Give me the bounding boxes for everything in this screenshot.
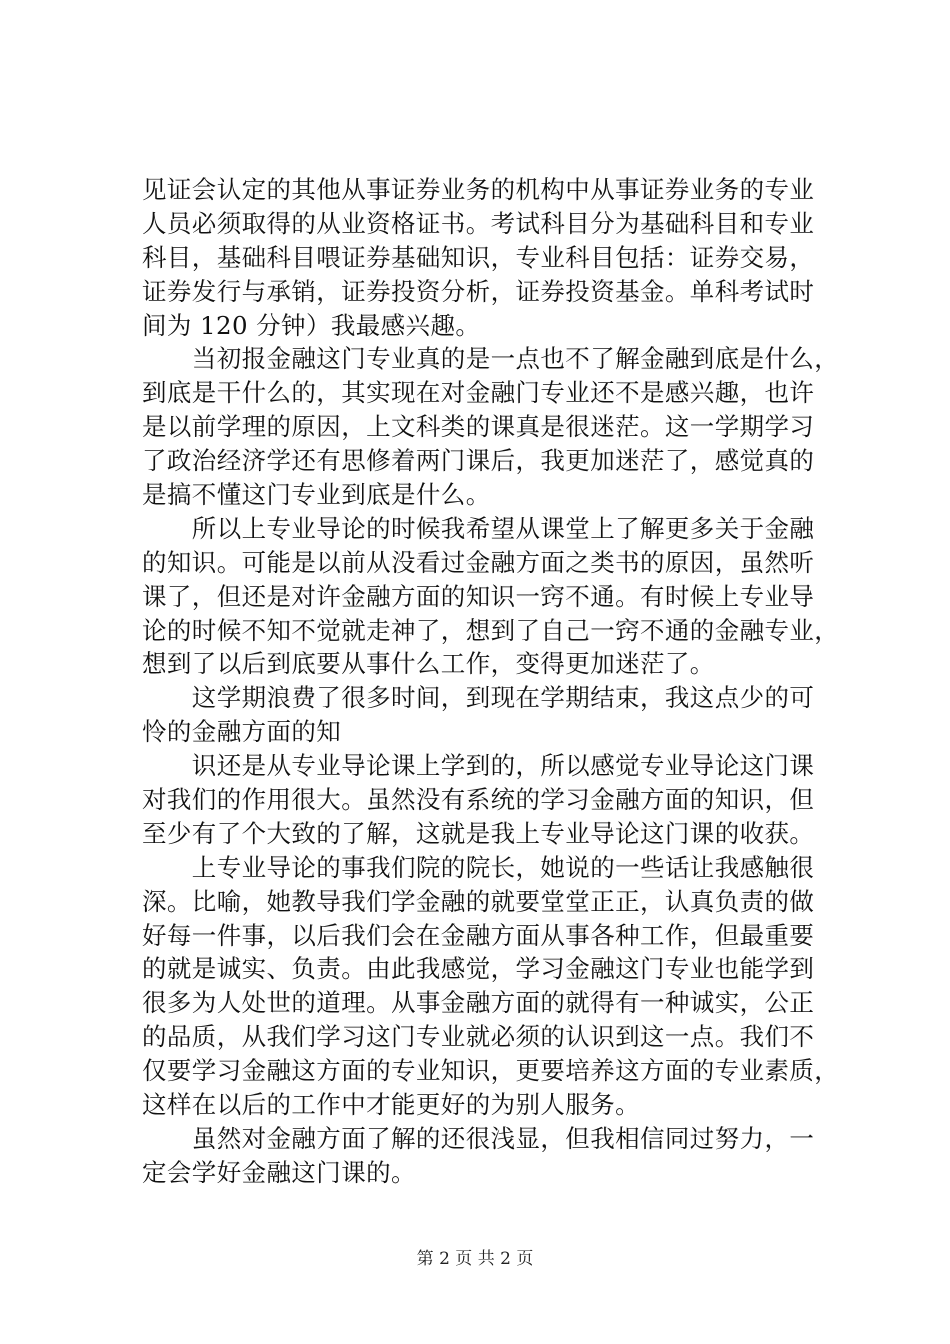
text-line: 定会学好金融这门课的。	[142, 1157, 416, 1187]
text-line: 上专业导论的事我们院的院长，她说的一些话让我感触很	[142, 852, 815, 882]
text-line: 所以上专业导论的时候我希望从课堂上了解更多关于金融	[142, 513, 815, 543]
text-line: 这学期浪费了很多时间，到现在学期结束，我这点少的可	[142, 683, 815, 713]
text-line: 至少有了个大致的了解，这就是我上专业导论这门课的收获。	[142, 818, 815, 848]
text-line: 的品质，从我们学习这门专业就必须的认识到这一点。我们不	[142, 1022, 815, 1052]
text-line: 怜的金融方面的知	[142, 717, 342, 747]
text-line: 虽然对金融方面了解的还很浅显，但我相信同过努力，一	[142, 1123, 815, 1153]
text-line: 的知识。可能是以前从没看过金融方面之类书的原因，虽然听	[142, 547, 815, 577]
text-line: 了政治经济学还有思修着两门课后，我更加迷茫了，感觉真的	[142, 446, 815, 476]
text-line: 论的时候不知不觉就走神了，想到了自己一窍不通的金融专业，	[142, 615, 840, 645]
text-line: 识还是从专业导论课上学到的，所以感觉专业导论这门课	[142, 751, 815, 781]
text-line: 很多为人处世的道理。从事金融方面的就得有一种诚实，公正	[142, 988, 815, 1018]
text-line: 科目，基础科目喂证券基础知识，专业科目包括：证券交易，	[142, 242, 815, 272]
text-line: 想到了以后到底要从事什么工作，变得更加迷茫了。	[142, 649, 715, 679]
text-line: 深。比喻，她教导我们学金融的就要堂堂正正，认真负责的做	[142, 886, 815, 916]
text-line: 的就是诚实、负责。由此我感觉，学习金融这门专业也能学到	[142, 954, 815, 984]
text-line: 是以前学理的原因，上文科类的课真是很迷茫。这一学期学习	[142, 412, 815, 442]
text-line: 这样在以后的工作中才能更好的为别人服务。	[142, 1090, 640, 1120]
text-line: 间为 120 分钟）我最感兴趣。	[142, 310, 481, 340]
text-line: 证券发行与承销，证券投资分析，证券投资基金。单科考试时	[142, 276, 815, 306]
text-line: 仅要学习金融这方面的专业知识，更要培养这方面的专业素质，	[142, 1056, 840, 1086]
text-line: 见证会认定的其他从事证券业务的机构中从事证券业务的专业	[142, 175, 815, 204]
text-line: 人员必须取得的从业资格证书。考试科目分为基础科目和专业	[142, 208, 815, 238]
text-line: 到底是干什么的，其实现在对金融门专业还不是感兴趣，也许	[142, 378, 815, 408]
text-line: 是搞不懂这门专业到底是什么。	[142, 480, 491, 510]
text-line: 对我们的作用很大。虽然没有系统的学习金融方面的知识，但	[142, 785, 815, 815]
text-line: 课了，但还是对许金融方面的知识一窍不通。有时候上专业导	[142, 581, 815, 611]
text-line: 当初报金融这门专业真的是一点也不了解金融到底是什么，	[142, 344, 840, 374]
body-text	[142, 173, 844, 1190]
page-number-footer: 第 2 页 共 2 页	[416, 1249, 534, 1269]
text-line: 好每一件事，以后我们会在金融方面从事各种工作，但最重要	[142, 920, 815, 950]
